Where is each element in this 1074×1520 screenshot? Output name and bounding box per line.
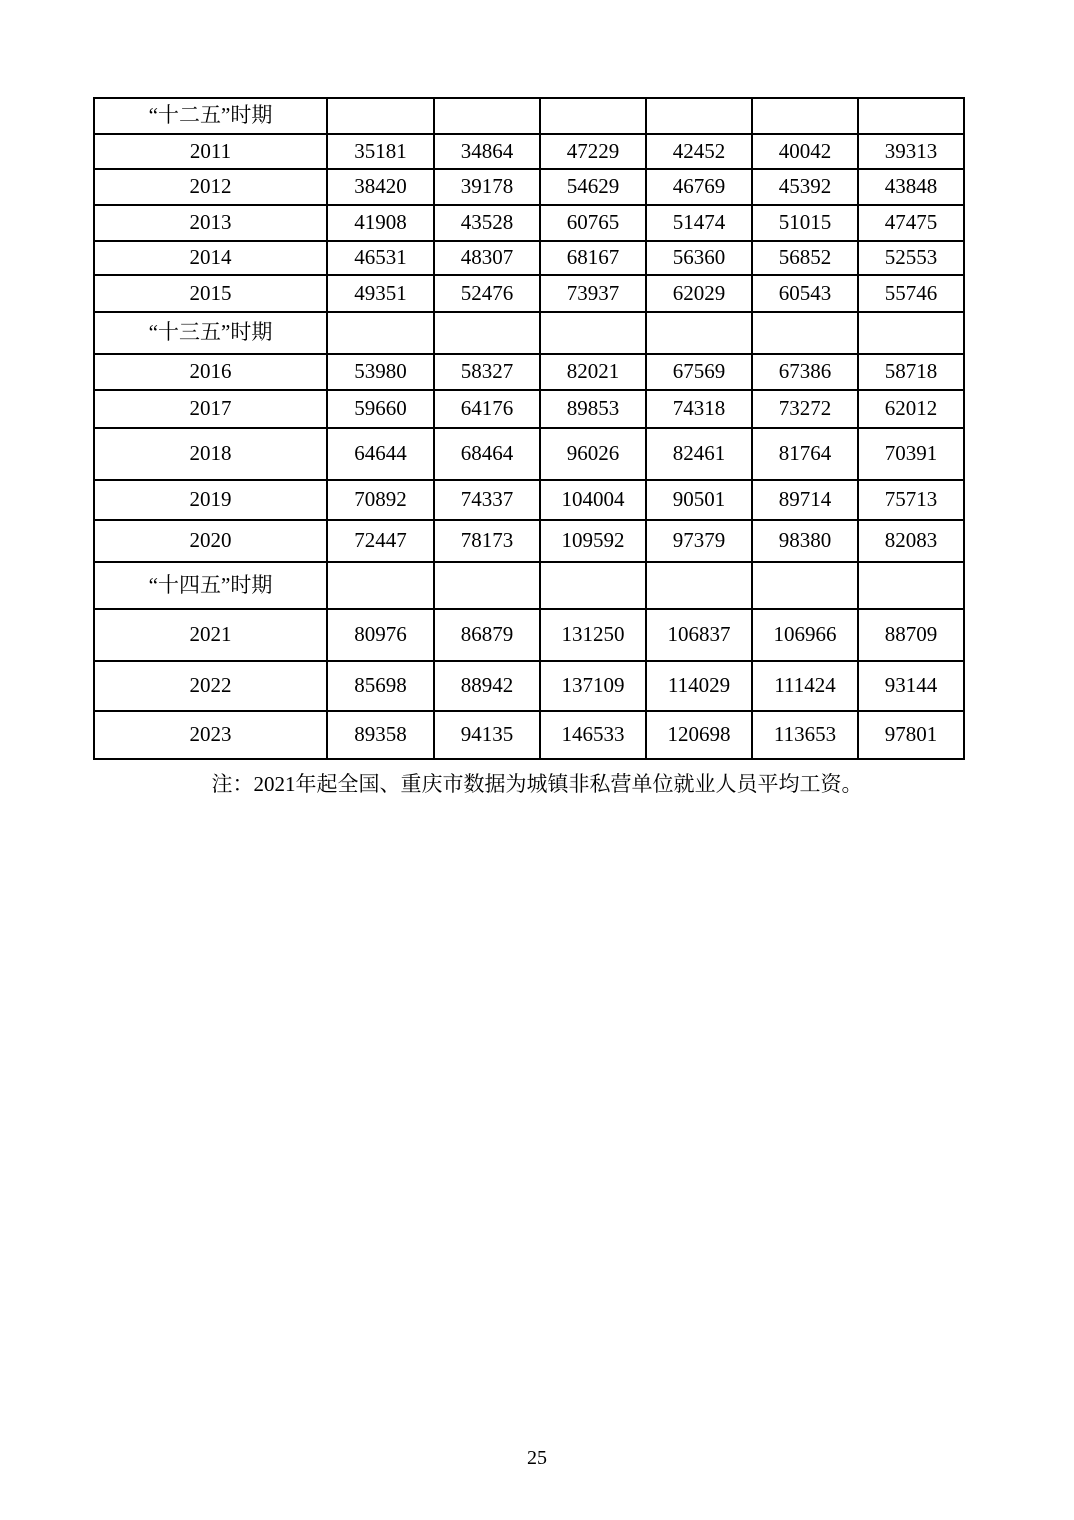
- value-cell: 53980: [327, 354, 434, 390]
- value-cell: 68167: [540, 241, 646, 275]
- value-cell: 131250: [540, 609, 646, 661]
- value-cell: 47229: [540, 134, 646, 169]
- value-cell: 40042: [752, 134, 858, 169]
- value-cell: 86879: [434, 609, 540, 661]
- value-cell: 82461: [646, 428, 752, 480]
- value-cell: 72447: [327, 520, 434, 562]
- value-cell: 89853: [540, 390, 646, 428]
- value-cell: 55746: [858, 275, 964, 312]
- empty-cell: [540, 312, 646, 354]
- value-cell: 43528: [434, 205, 540, 241]
- value-cell: 64176: [434, 390, 540, 428]
- value-cell: 137109: [540, 661, 646, 711]
- value-cell: 62012: [858, 390, 964, 428]
- value-cell: 52476: [434, 275, 540, 312]
- value-cell: 43848: [858, 169, 964, 205]
- empty-cell: [434, 312, 540, 354]
- value-cell: 49351: [327, 275, 434, 312]
- data-row: [94, 169, 964, 205]
- value-cell: 96026: [540, 428, 646, 480]
- year-cell: 2015: [94, 275, 327, 312]
- value-cell: 78173: [434, 520, 540, 562]
- value-cell: 52553: [858, 241, 964, 275]
- data-row: [94, 205, 964, 241]
- value-cell: 81764: [752, 428, 858, 480]
- wage-table-body: [94, 98, 964, 759]
- value-cell: 80976: [327, 609, 434, 661]
- value-cell: 120698: [646, 711, 752, 759]
- period-label-cell: “十二五”时期: [94, 98, 327, 134]
- value-cell: 56852: [752, 241, 858, 275]
- data-row: [94, 428, 964, 480]
- empty-cell: [327, 562, 434, 609]
- year-cell: 2011: [94, 134, 327, 169]
- year-cell: 2021: [94, 609, 327, 661]
- data-row: [94, 354, 964, 390]
- value-cell: 54629: [540, 169, 646, 205]
- value-cell: 62029: [646, 275, 752, 312]
- value-cell: 94135: [434, 711, 540, 759]
- value-cell: 74318: [646, 390, 752, 428]
- data-row: [94, 661, 964, 711]
- data-row: [94, 711, 964, 759]
- value-cell: 47475: [858, 205, 964, 241]
- year-cell: 2017: [94, 390, 327, 428]
- value-cell: 85698: [327, 661, 434, 711]
- empty-cell: [646, 312, 752, 354]
- empty-cell: [540, 98, 646, 134]
- value-cell: 39178: [434, 169, 540, 205]
- empty-cell: [752, 562, 858, 609]
- value-cell: 97801: [858, 711, 964, 759]
- empty-cell: [327, 98, 434, 134]
- data-row: [94, 241, 964, 275]
- value-cell: 106966: [752, 609, 858, 661]
- value-cell: 109592: [540, 520, 646, 562]
- data-row: [94, 520, 964, 562]
- value-cell: 73937: [540, 275, 646, 312]
- value-cell: 98380: [752, 520, 858, 562]
- period-label-cell: “十三五”时期: [94, 312, 327, 354]
- value-cell: 51015: [752, 205, 858, 241]
- value-cell: 67386: [752, 354, 858, 390]
- period-row: [94, 562, 964, 609]
- value-cell: 39313: [858, 134, 964, 169]
- value-cell: 75713: [858, 480, 964, 520]
- empty-cell: [646, 98, 752, 134]
- value-cell: 60543: [752, 275, 858, 312]
- value-cell: 93144: [858, 661, 964, 711]
- value-cell: 46531: [327, 241, 434, 275]
- value-cell: 51474: [646, 205, 752, 241]
- value-cell: 89358: [327, 711, 434, 759]
- year-cell: 2022: [94, 661, 327, 711]
- data-row: [94, 390, 964, 428]
- value-cell: 82021: [540, 354, 646, 390]
- value-cell: 73272: [752, 390, 858, 428]
- value-cell: 46769: [646, 169, 752, 205]
- value-cell: 70391: [858, 428, 964, 480]
- value-cell: 35181: [327, 134, 434, 169]
- value-cell: 56360: [646, 241, 752, 275]
- value-cell: 97379: [646, 520, 752, 562]
- empty-cell: [858, 312, 964, 354]
- period-row: [94, 98, 964, 134]
- value-cell: 67569: [646, 354, 752, 390]
- value-cell: 48307: [434, 241, 540, 275]
- empty-cell: [540, 562, 646, 609]
- value-cell: 58327: [434, 354, 540, 390]
- value-cell: 114029: [646, 661, 752, 711]
- year-cell: 2016: [94, 354, 327, 390]
- year-cell: 2019: [94, 480, 327, 520]
- data-row: [94, 480, 964, 520]
- value-cell: 104004: [540, 480, 646, 520]
- value-cell: 42452: [646, 134, 752, 169]
- empty-cell: [858, 562, 964, 609]
- empty-cell: [646, 562, 752, 609]
- value-cell: 74337: [434, 480, 540, 520]
- value-cell: 88709: [858, 609, 964, 661]
- year-cell: 2012: [94, 169, 327, 205]
- average-wage-table: [93, 97, 965, 760]
- period-label-cell: “十四五”时期: [94, 562, 327, 609]
- value-cell: 89714: [752, 480, 858, 520]
- value-cell: 59660: [327, 390, 434, 428]
- empty-cell: [327, 312, 434, 354]
- value-cell: 111424: [752, 661, 858, 711]
- value-cell: 113653: [752, 711, 858, 759]
- page-number: 25: [527, 1447, 547, 1469]
- value-cell: 82083: [858, 520, 964, 562]
- data-row: [94, 275, 964, 312]
- value-cell: 41908: [327, 205, 434, 241]
- year-cell: 2013: [94, 205, 327, 241]
- data-row: [94, 134, 964, 169]
- value-cell: 34864: [434, 134, 540, 169]
- value-cell: 38420: [327, 169, 434, 205]
- year-cell: 2023: [94, 711, 327, 759]
- year-cell: 2014: [94, 241, 327, 275]
- table-footnote: 注：2021年起全国、重庆市数据为城镇非私营单位就业人员平均工资。: [211, 772, 863, 796]
- value-cell: 88942: [434, 661, 540, 711]
- year-cell: 2020: [94, 520, 327, 562]
- data-row: [94, 609, 964, 661]
- value-cell: 90501: [646, 480, 752, 520]
- value-cell: 70892: [327, 480, 434, 520]
- empty-cell: [752, 98, 858, 134]
- empty-cell: [858, 98, 964, 134]
- empty-cell: [434, 562, 540, 609]
- value-cell: 60765: [540, 205, 646, 241]
- empty-cell: [752, 312, 858, 354]
- value-cell: 45392: [752, 169, 858, 205]
- value-cell: 68464: [434, 428, 540, 480]
- value-cell: 64644: [327, 428, 434, 480]
- value-cell: 106837: [646, 609, 752, 661]
- period-row: [94, 312, 964, 354]
- year-cell: 2018: [94, 428, 327, 480]
- value-cell: 58718: [858, 354, 964, 390]
- value-cell: 146533: [540, 711, 646, 759]
- empty-cell: [434, 98, 540, 134]
